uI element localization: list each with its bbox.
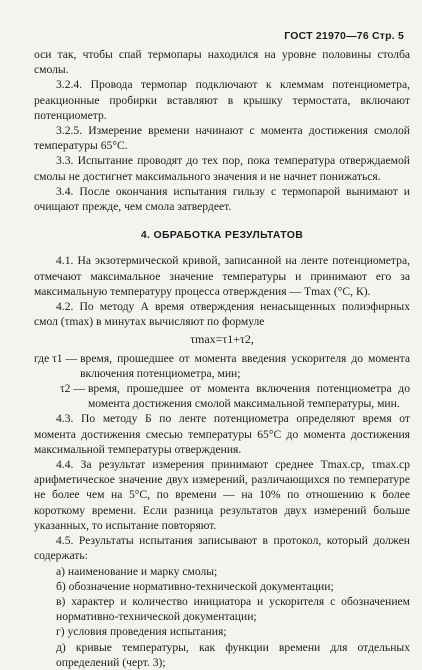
section-heading: 4. ОБРАБОТКА РЕЗУЛЬТАТОВ	[140, 229, 304, 242]
paragraph-4-5: 4.5. Результаты испытания записывают в протокол, который должен содержать:	[34, 534, 410, 563]
list-item-b: б) обозначение нормативно-технической документации;	[56, 579, 334, 593]
paragraph-continuation: оси так, чтобы спай термопары находился на уровне половины столба смолы.	[34, 48, 410, 77]
paragraph-3-2-4: 3.2.4. Провода термопар подключают к клеммам потенциометра, реакционные пробирки вставляют в крышку термостата, включают потенциометр.	[34, 78, 410, 122]
page-header: ГОСТ 21970—76 Стр. 5	[284, 30, 404, 42]
paragraph-4-1: 4.1. На экзотермической кривой, записанной на ленте потенциометра, отмечают максимальное значение температуры и принимают его за максимальную температуру процесса отверждения — Tmax (°С, К).	[34, 254, 410, 298]
definition-tau2-label: τ2 —	[60, 382, 85, 396]
list-item-g: г) условия проведения испытания;	[56, 625, 227, 639]
definition-tau2-text: время, прошедшее от момента включения потенциометра до момента достижения смолой максимальной температуры, мин.	[87, 382, 410, 411]
definition-tau1-text: время, прошедшее от момента введения ускорителя до момента включения потенциометра, мин;	[80, 351, 410, 380]
paragraph-4-2: 4.2. По методу А время отверждения ненасыщенных полиэфирных смол (τmax) в минутах вычисляют по формуле	[34, 300, 410, 329]
definition-tau1	[34, 351, 410, 381]
definition-tau2	[34, 381, 410, 411]
list-item-a: а) наименование и марку смолы;	[56, 564, 218, 578]
list-item-v: в) характер и количество инициатора и ускорителя с обозначением нормативно-технической документации;	[56, 594, 410, 624]
paragraph-3-4: 3.4. После окончания испытания гильзу с термопарой вынимают и очищают прежде, чем смола затвердеет.	[34, 184, 410, 214]
paragraph-4-3: 4.3. По методу Б по ленте потенциометра определяют время от момента достижения смесью температуры 65°С до момента достижения максимальной температуры отверждения.	[34, 412, 410, 456]
list-item-d: д) кривые температуры, как функции времени для отдельных определений (черт. 3);	[56, 640, 410, 669]
paragraph-3-2-5: 3.2.5. Измерение времени начинают с момента достижения смолой температуры 65°С.	[34, 124, 410, 153]
document-body	[34, 47, 410, 670]
definition-tau1-label: где τ1 —	[34, 351, 78, 365]
formula: τmax=τ1+τ2,	[190, 332, 254, 347]
paragraph-3-3: 3.3. Испытание проводят до тех пор, пока температура отверждаемой смолы не достигнет максимального значения и не начнет понижаться.	[34, 154, 410, 183]
paragraph-4-4: 4.4. За результат измерения принимают среднее Tmax.ср, τmax.ср арифметическое значение двух измерений, различающихся по температуре не более чем на 5°С, по времени — на 10% по отношению к более короткому времени. Если разница результатов двух измерений больше указанных, то испытание повторяют.	[34, 458, 410, 532]
